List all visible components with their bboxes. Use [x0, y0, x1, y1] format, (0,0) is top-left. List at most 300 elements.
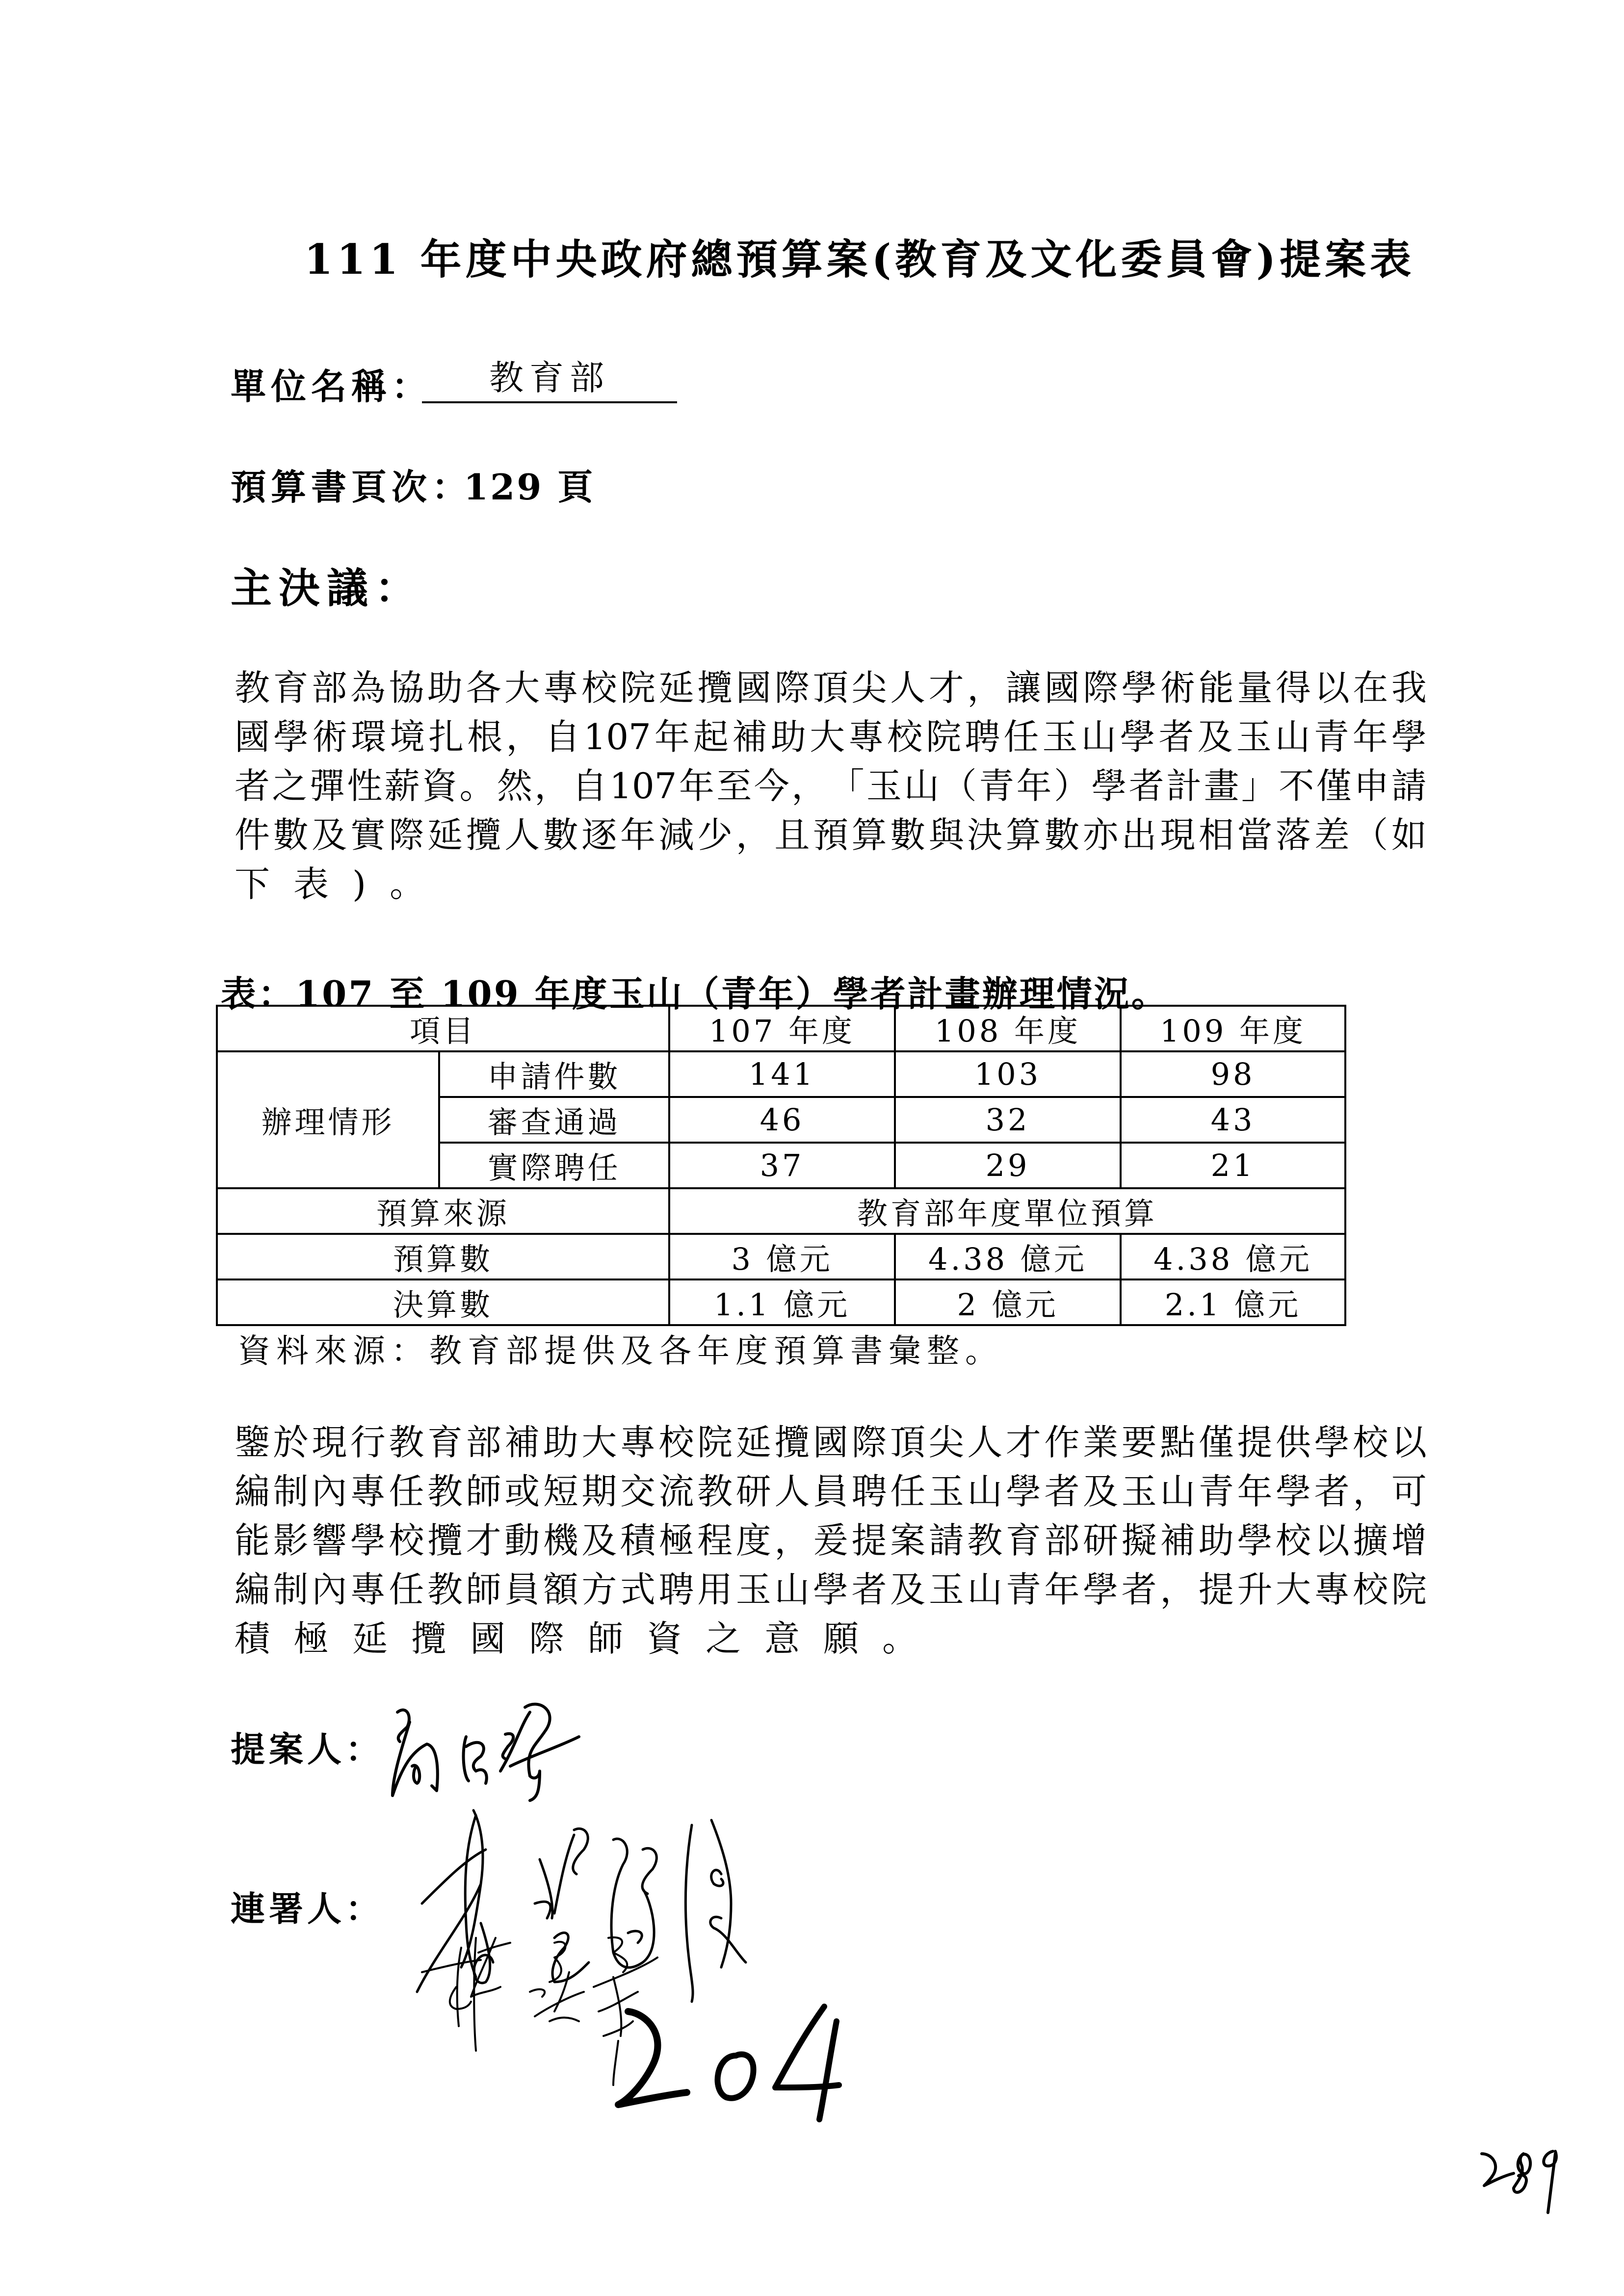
table-cell: 37 — [669, 1143, 895, 1188]
paragraph-glyph: 「 — [829, 765, 864, 807]
paragraph-glyph: 校 — [581, 667, 617, 708]
paragraph-glyph: 我 — [1391, 667, 1427, 708]
paragraph-glyph: 行 — [350, 1422, 386, 1463]
paragraph-glyph: 得 — [1276, 667, 1311, 708]
paragraph-glyph: ） — [1053, 765, 1089, 807]
paragraph-glyph: 術 — [1160, 667, 1196, 708]
paragraph-glyph: 育 — [1005, 1520, 1041, 1561]
paragraph-glyph: 聘 — [851, 1471, 887, 1512]
paragraph-glyph: 聘 — [658, 1569, 694, 1610]
table-cell: 2.1 億元 — [1121, 1279, 1345, 1325]
paragraph-line — [235, 860, 1427, 909]
paragraph-glyph: 任 — [389, 1569, 424, 1610]
paragraph-glyph: 扎 — [428, 716, 464, 757]
paragraph-glyph: 助 — [427, 667, 463, 708]
paragraph-glyph: 出 — [1121, 814, 1157, 856]
paragraph-glyph: 作 — [1044, 1422, 1080, 1463]
paragraph-glyph: 玉 — [928, 1471, 964, 1512]
paragraph-glyph: 增 — [1391, 1520, 1427, 1561]
paragraph-glyph: 山 — [1160, 1471, 1196, 1512]
paragraph-glyph: 補 — [1160, 1520, 1196, 1561]
paragraph-glyph: 實 — [350, 814, 386, 856]
table-cell: 21 — [1121, 1143, 1345, 1188]
paragraph-glyph: 山 — [904, 765, 940, 807]
paragraph-glyph: ， — [534, 765, 570, 807]
paragraph-glyph: 能 — [235, 1520, 270, 1561]
paragraph-glyph: 為 — [350, 667, 386, 708]
paragraph-glyph: 逐 — [581, 814, 617, 856]
group-label: 辦理情形 — [217, 1051, 439, 1188]
paragraph-glyph: 表 — [293, 863, 329, 905]
paragraph-glyph: 頂 — [890, 1422, 926, 1463]
table-cell: 46 — [669, 1097, 895, 1143]
paragraph-glyph: 育 — [273, 667, 309, 708]
paragraph-glyph: 聘 — [965, 716, 1000, 757]
paragraph-glyph: 師 — [466, 1569, 501, 1610]
paragraph-glyph: 根 — [467, 716, 503, 757]
paragraph-glyph: 程 — [697, 1520, 733, 1561]
paragraph-glyph: 山 — [1275, 716, 1310, 757]
paragraph-glyph: 供 — [1276, 1422, 1311, 1463]
paragraph-glyph: 攬 — [774, 1422, 810, 1463]
paragraph-line — [235, 810, 1427, 860]
paragraph-glyph: 助 — [543, 1422, 578, 1463]
paragraph-glyph: 者 — [1121, 1569, 1157, 1610]
paragraph-glyph: 數 — [890, 814, 926, 856]
paragraph-glyph: 術 — [312, 716, 348, 757]
paragraph-glyph: 式 — [620, 1569, 655, 1610]
paragraph-glyph: 玉 — [866, 765, 902, 807]
paragraph-glyph: 機 — [543, 1520, 578, 1561]
paragraph-glyph: 數 — [273, 814, 309, 856]
paragraph-glyph: 校 — [1353, 1422, 1388, 1463]
paragraph-glyph: 教 — [427, 1569, 463, 1610]
paragraph-glyph: 青 — [1005, 1569, 1041, 1610]
paragraph-glyph: 環 — [351, 716, 387, 757]
paragraph-glyph: 能 — [1198, 667, 1234, 708]
paragraph-glyph: 預 — [812, 814, 848, 856]
paragraph-glyph: 減 — [658, 814, 694, 856]
paragraph-glyph: 延 — [658, 667, 694, 708]
paragraph-glyph: 學 — [1391, 716, 1427, 757]
paragraph-glyph: 專 — [1314, 1569, 1350, 1610]
paragraph-glyph: 玉 — [735, 1569, 771, 1610]
budget-page-label: 預算書頁次： — [231, 466, 472, 508]
paragraph-glyph: 數 — [1044, 814, 1080, 856]
paragraph-glyph: 延 — [735, 1422, 771, 1463]
paragraph-glyph: 擴 — [1353, 1520, 1388, 1561]
paragraph-glyph: 。 — [459, 765, 495, 807]
paragraph-line — [235, 1614, 1427, 1663]
paragraph-glyph: 任 — [890, 1471, 926, 1512]
paragraph-glyph: 育 — [427, 1422, 463, 1463]
table-cell: 141 — [669, 1051, 895, 1097]
paragraph-glyph: 際 — [1083, 667, 1119, 708]
paragraph-glyph: 人 — [774, 1471, 810, 1512]
paragraph-glyph: 院 — [620, 667, 655, 708]
paragraph-glyph: 年 — [1044, 1569, 1080, 1610]
paragraph-glyph: 年 — [654, 716, 690, 757]
header-year: 107 年度 — [669, 1006, 895, 1051]
paragraph-glyph: 延 — [352, 1618, 388, 1659]
paragraph-glyph: 性 — [347, 765, 383, 807]
paragraph-glyph: 薪 — [384, 765, 420, 807]
paragraph-glyph: 算 — [851, 814, 887, 856]
paragraph-glyph: 制 — [273, 1569, 309, 1610]
paragraph-glyph: 頂 — [812, 667, 848, 708]
paragraph-glyph: 影 — [273, 1520, 309, 1561]
paragraph-line — [235, 1467, 1427, 1516]
paragraph-glyph: 以 — [1314, 1520, 1350, 1561]
paragraph-glyph: 及 — [1197, 716, 1233, 757]
row-label: 實際聘任 — [439, 1143, 669, 1188]
paragraph-glyph: 研 — [1083, 1520, 1119, 1561]
paragraph-glyph: 編 — [235, 1569, 270, 1610]
paragraph-glyph: 年 — [1016, 765, 1052, 807]
table-caption: 表：107 至 109 年度玉山（青年）學者計畫辦理情況。 — [221, 973, 1169, 1015]
paragraph-glyph: 現 — [312, 1422, 347, 1463]
paragraph-glyph: 短 — [543, 1471, 578, 1512]
main-resolution-heading: 主決議： — [231, 564, 423, 612]
paragraph-glyph: 際 — [774, 667, 810, 708]
paragraph-glyph: 請 — [1391, 765, 1427, 807]
paragraph-glyph: 及 — [1083, 1471, 1119, 1512]
paragraph-glyph: 與 — [928, 814, 964, 856]
paragraph-glyph: 才 — [928, 667, 964, 708]
paragraph-glyph: 畫 — [1204, 765, 1239, 807]
paragraph-glyph: 用 — [697, 1569, 733, 1610]
paragraph-glyph: 不 — [1279, 765, 1314, 807]
paragraph-glyph: 校 — [887, 716, 923, 757]
paragraph-glyph: 」 — [1241, 765, 1277, 807]
paragraph-glyph: 才 — [1005, 1422, 1041, 1463]
paragraph-glyph: 請 — [928, 1520, 964, 1561]
paragraph-line — [235, 663, 1427, 712]
paragraph-glyph: 年 — [1352, 716, 1388, 757]
paragraph-glyph: 部 — [312, 667, 347, 708]
paragraph-glyph: ， — [967, 667, 1003, 708]
paragraph-glyph: 今 — [754, 765, 789, 807]
paragraph-glyph: 學 — [1276, 1471, 1311, 1512]
paragraph-glyph: ， — [1353, 1471, 1388, 1512]
paragraph-glyph: 者 — [235, 765, 270, 807]
paragraph-glyph: 要 — [1121, 1422, 1157, 1463]
paragraph-glyph: 尖 — [928, 1422, 964, 1463]
paragraph-glyph: 大 — [810, 716, 845, 757]
paragraph-glyph: 專 — [620, 1422, 655, 1463]
paragraph-glyph: 際 — [851, 1422, 887, 1463]
paragraph-glyph: 任 — [389, 1471, 424, 1512]
paragraph-glyph: 員 — [504, 1569, 540, 1610]
paragraph-glyph: 於 — [273, 1422, 309, 1463]
paragraph-glyph: 校 — [1353, 1569, 1388, 1610]
handwritten-number-204 — [613, 2002, 868, 2129]
paragraph-glyph: 學 — [1314, 1422, 1350, 1463]
table-row — [217, 1188, 1345, 1234]
paragraph-glyph: 助 — [771, 716, 807, 757]
paragraph-glyph: 。 — [882, 1618, 918, 1659]
paragraph-glyph: 學 — [1091, 765, 1127, 807]
paragraph-glyph: 升 — [1237, 1569, 1273, 1610]
paragraph-glyph: 攬 — [697, 667, 733, 708]
paragraph-glyph: 人 — [504, 814, 540, 856]
paragraph-glyph: 107 — [583, 716, 651, 757]
paragraph-glyph: 決 — [967, 814, 1003, 856]
paragraph-glyph: 點 — [1160, 1422, 1196, 1463]
paragraph-glyph: 內 — [312, 1569, 347, 1610]
paragraph-glyph: 學 — [273, 716, 309, 757]
statistics-table — [216, 1005, 1346, 1326]
paragraph-glyph: 教 — [967, 1520, 1003, 1561]
paragraph-glyph: 件 — [235, 814, 270, 856]
paragraph-glyph: 積 — [620, 1520, 655, 1561]
paragraph-glyph: 以 — [1314, 667, 1350, 708]
paragraph-glyph: 資 — [647, 1618, 682, 1659]
paragraph-line — [235, 712, 1427, 761]
paragraph-glyph: 專 — [350, 1471, 386, 1512]
paragraph-glyph: 學 — [350, 1520, 386, 1561]
paragraph-glyph: 自 — [545, 716, 580, 757]
paragraph-glyph: 大 — [581, 1422, 617, 1463]
paragraph-glyph: 交 — [620, 1471, 655, 1512]
paragraph-glyph: 僅 — [1316, 765, 1352, 807]
paragraph-glyph: 在 — [1353, 667, 1388, 708]
page-number-handwritten — [1479, 2144, 1572, 2218]
paragraph-glyph: 教 — [235, 667, 270, 708]
paragraph-glyph: 國 — [812, 1422, 848, 1463]
paragraph-glyph: 教 — [427, 1471, 463, 1512]
paragraph-line — [235, 1516, 1427, 1565]
table-row — [217, 1051, 1345, 1097]
paragraph-glyph: 編 — [235, 1471, 270, 1512]
paragraph-glyph: 彈 — [309, 765, 345, 807]
paragraph-glyph: 攬 — [427, 1520, 463, 1561]
paragraph-glyph: 之 — [272, 765, 308, 807]
paragraph-glyph: 山 — [1081, 716, 1117, 757]
paragraph-glyph: 僅 — [1198, 1422, 1234, 1463]
paragraph-glyph: 量 — [1237, 667, 1273, 708]
paragraph-glyph: ， — [774, 1520, 810, 1561]
paragraph-glyph: 。 — [390, 863, 425, 905]
paragraph-glyph: ， — [791, 765, 827, 807]
paragraph-glyph: 部 — [466, 1422, 501, 1463]
paragraph-glyph: 度 — [735, 1520, 771, 1561]
paragraph-glyph: 極 — [658, 1520, 694, 1561]
paragraph-glyph: 大 — [1276, 1569, 1311, 1610]
paragraph-glyph: 學 — [1005, 1471, 1041, 1512]
paragraph-glyph: 青 — [1313, 716, 1349, 757]
proposer-signature — [383, 1693, 657, 1810]
paragraph-glyph: 少 — [697, 814, 733, 856]
table-cell: 103 — [895, 1051, 1121, 1097]
paragraph-glyph: 提 — [1237, 1422, 1273, 1463]
paragraph-glyph: （ — [1353, 814, 1388, 856]
paragraph-glyph: 期 — [581, 1471, 617, 1512]
paragraph-glyph: 響 — [312, 1520, 347, 1561]
proposer-label: 提案人： — [231, 1729, 384, 1770]
paragraph-glyph: 業 — [1083, 1422, 1119, 1463]
paragraph-glyph: 積 — [235, 1618, 270, 1659]
paragraph-glyph: 申 — [1354, 765, 1389, 807]
paragraph-glyph: 延 — [427, 814, 463, 856]
header-year: 108 年度 — [895, 1006, 1121, 1051]
paragraph-glyph: 至 — [716, 765, 752, 807]
paragraph-glyph: 學 — [1120, 716, 1155, 757]
paragraph-glyph: ) — [352, 863, 367, 905]
paragraph-glyph: ， — [735, 814, 771, 856]
paragraph-glyph: 院 — [1391, 1569, 1427, 1610]
paragraph-glyph: 校 — [658, 1422, 694, 1463]
table-cell: 教育部年度單位預算 — [669, 1188, 1345, 1234]
paragraph-glyph: 然 — [497, 765, 532, 807]
table-cell: 3 億元 — [669, 1234, 895, 1279]
paragraph-glyph: 國 — [1044, 667, 1080, 708]
paragraph-glyph: 攬 — [411, 1618, 447, 1659]
paragraph-glyph: 玉 — [1236, 716, 1272, 757]
paragraph-glyph: 青 — [979, 765, 1015, 807]
paragraph-glyph: （ — [941, 765, 977, 807]
paragraph-glyph: 際 — [389, 814, 424, 856]
paragraph-glyph: 國 — [470, 1618, 506, 1659]
paragraph-glyph: 年 — [620, 814, 655, 856]
paragraph-glyph: 讓 — [1005, 667, 1041, 708]
paragraph-glyph: 者 — [1044, 1471, 1080, 1512]
table-row — [217, 1279, 1345, 1325]
budget-page-value: 129 頁 — [464, 466, 595, 508]
paragraph-glyph: 年 — [1237, 1471, 1273, 1512]
document-title: 111 年度中央政府總預算案(教育及文化委員會)提案表 — [304, 235, 1415, 284]
paragraph-glyph: 玉 — [928, 1569, 964, 1610]
row-label: 預算來源 — [217, 1188, 669, 1234]
paragraph-glyph: 起 — [693, 716, 729, 757]
paragraph-glyph: 助 — [1198, 1520, 1234, 1561]
paragraph-glyph: 鑒 — [235, 1422, 270, 1463]
paragraph-glyph: 案 — [890, 1520, 926, 1561]
table-cell: 4.38 億元 — [1121, 1234, 1345, 1279]
paragraph-glyph: 補 — [504, 1422, 540, 1463]
paragraph-glyph: 者 — [851, 1569, 887, 1610]
paragraph-glyph: 提 — [851, 1520, 887, 1561]
paragraph-glyph: 意 — [764, 1618, 800, 1659]
paragraph-glyph: ， — [506, 716, 542, 757]
paragraph-glyph: 流 — [658, 1471, 694, 1512]
row-label: 申請件數 — [439, 1051, 669, 1097]
paragraph-glyph: 年 — [679, 765, 714, 807]
table-cell: 32 — [895, 1097, 1121, 1143]
table-cell: 29 — [895, 1143, 1121, 1188]
paragraph-glyph: 研 — [735, 1471, 771, 1512]
paragraph-glyph: 專 — [543, 667, 578, 708]
paragraph-glyph: 人 — [967, 1422, 1003, 1463]
paragraph-glyph: 願 — [823, 1618, 859, 1659]
paragraph-glyph: 玉 — [1042, 716, 1078, 757]
table-row — [217, 1234, 1345, 1279]
paragraph-glyph: 大 — [504, 667, 540, 708]
paragraph-glyph: 教 — [697, 1471, 733, 1512]
paragraph-glyph: 107 — [609, 765, 677, 807]
header-item: 項目 — [217, 1006, 669, 1051]
paragraph-glyph: 院 — [926, 716, 962, 757]
table-cell: 43 — [1121, 1097, 1345, 1143]
row-label: 審查通過 — [439, 1097, 669, 1143]
paragraph-glyph: 者 — [1314, 1471, 1350, 1512]
table-cell: 4.38 億元 — [895, 1234, 1121, 1279]
paragraph-glyph: 落 — [1276, 814, 1311, 856]
paragraph-glyph: 資 — [422, 765, 458, 807]
paragraph-glyph: 動 — [504, 1520, 540, 1561]
paragraph-glyph: 及 — [312, 814, 347, 856]
paragraph-glyph: 尖 — [851, 667, 887, 708]
paragraph-glyph: 境 — [390, 716, 425, 757]
paragraph-glyph: 員 — [812, 1471, 848, 1512]
paragraph-glyph: 各 — [466, 667, 501, 708]
paragraph-glyph: 校 — [389, 1520, 424, 1561]
paragraph-glyph: 者 — [1158, 716, 1194, 757]
paragraph-glyph: 提 — [1198, 1569, 1234, 1610]
paragraph-glyph: 相 — [1198, 814, 1234, 856]
paragraph-glyph: 如 — [1391, 814, 1427, 856]
paragraph-glyph: 教 — [389, 1422, 424, 1463]
paragraph-glyph: 際 — [529, 1618, 565, 1659]
cosigners-label: 連署人： — [231, 1888, 384, 1929]
paragraph-glyph: 以 — [1391, 1422, 1427, 1463]
paragraph-glyph: 師 — [466, 1471, 501, 1512]
paragraph-glyph: 學 — [812, 1569, 848, 1610]
paragraph-glyph: 院 — [697, 1422, 733, 1463]
paragraph-glyph: 現 — [1160, 814, 1196, 856]
table-cell: 98 — [1121, 1051, 1345, 1097]
paragraph-glyph: 專 — [350, 1569, 386, 1610]
paragraph-glyph: 玉 — [1121, 1471, 1157, 1512]
paragraph-glyph: 校 — [1276, 1520, 1311, 1561]
header-year: 109 年度 — [1121, 1006, 1345, 1051]
paragraph-glyph: 差 — [1314, 814, 1350, 856]
paragraph-glyph: 才 — [466, 1520, 501, 1561]
paragraph-glyph: 方 — [581, 1569, 617, 1610]
paragraph-glyph: 學 — [1121, 667, 1157, 708]
paragraph-glyph: 當 — [1237, 814, 1273, 856]
paragraph-glyph: 算 — [1005, 814, 1041, 856]
paragraph-glyph: 山 — [774, 1569, 810, 1610]
paragraph-glyph: 學 — [1083, 1569, 1119, 1610]
paragraph-glyph: 自 — [572, 765, 607, 807]
paragraph-glyph: ， — [1160, 1569, 1196, 1610]
paragraph-glyph: 國 — [735, 667, 771, 708]
paragraph-glyph: 極 — [293, 1618, 329, 1659]
paragraph-glyph: 亦 — [1083, 814, 1119, 856]
paragraph-glyph: 攬 — [466, 814, 501, 856]
paragraph-glyph: 額 — [543, 1569, 578, 1610]
paragraph-glyph: 爰 — [812, 1520, 848, 1561]
paragraph-glyph: 或 — [504, 1471, 540, 1512]
paragraph-line — [235, 1565, 1427, 1614]
paragraph-glyph: 任 — [1003, 716, 1039, 757]
table-source-note: 資料來源：教育部提供及各年度預算書彙整。 — [238, 1332, 1003, 1370]
paragraph-glyph: 數 — [543, 814, 578, 856]
unit-name-value: 教育部 — [422, 354, 677, 403]
paragraph-glyph: 部 — [1044, 1520, 1080, 1561]
paragraph-glyph: 計 — [1166, 765, 1202, 807]
paragraph-glyph: 青 — [1198, 1471, 1234, 1512]
row-label: 預算數 — [217, 1234, 669, 1279]
paragraph-glyph: 協 — [389, 667, 424, 708]
unit-name-label: 單位名稱： — [231, 365, 432, 407]
paragraph-glyph: 師 — [588, 1618, 624, 1659]
paragraph-glyph: 擬 — [1121, 1520, 1157, 1561]
paragraph-glyph: 及 — [581, 1520, 617, 1561]
paragraph-glyph: 專 — [848, 716, 884, 757]
paragraph-glyph: 下 — [235, 863, 270, 905]
